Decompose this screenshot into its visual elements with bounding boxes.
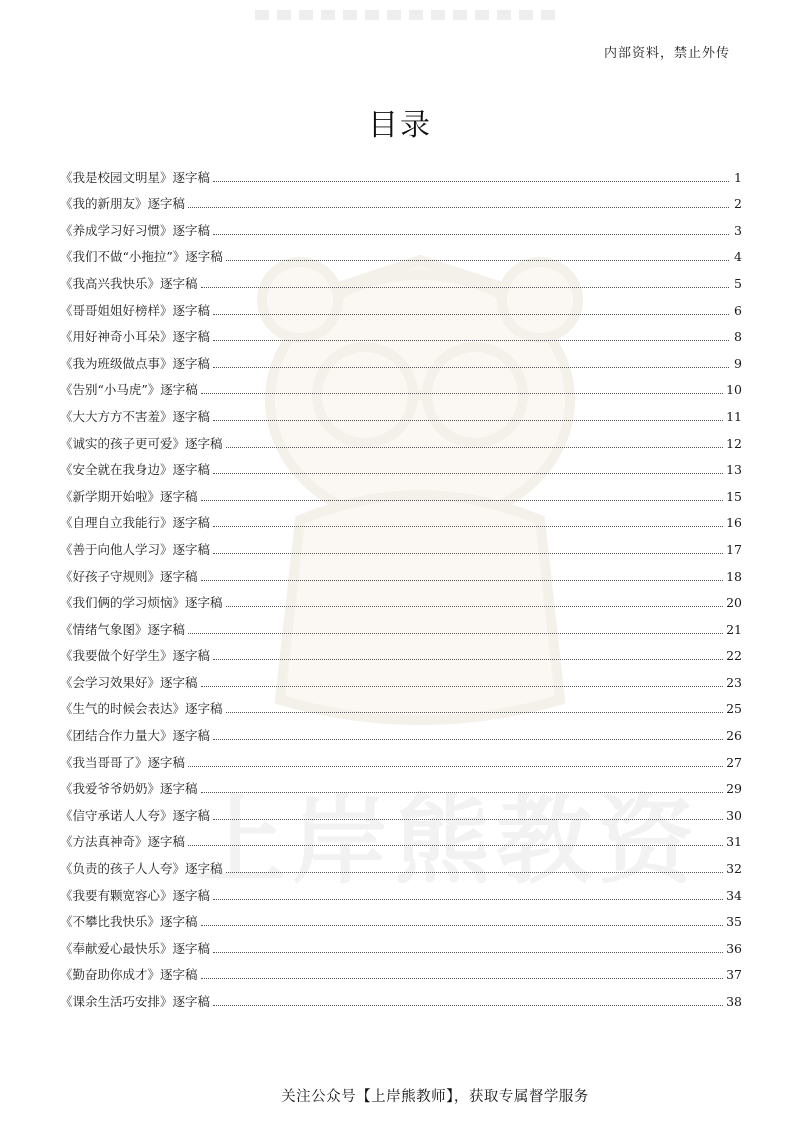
- toc-entry-page-number: 6: [734, 302, 742, 318]
- toc-entry-title: 《勤奋助你成才》逐字稿: [60, 967, 198, 983]
- toc-entry-page-number: 36: [726, 940, 742, 956]
- toc-entry[interactable]: [60, 452, 742, 479]
- toc-entry[interactable]: [60, 239, 742, 266]
- toc-entry-title: 《诚实的孩子更可爱》逐字稿: [60, 435, 223, 451]
- footer-promo: 关注公众号【上岸熊教师】，获取专属督学服务: [281, 1089, 589, 1105]
- toc-entry-page-number: 29: [726, 781, 742, 797]
- toc-entry-title: 《课余生活巧安排》逐字稿: [60, 994, 211, 1009]
- toc-dot-leader: [188, 633, 723, 634]
- toc-entry-title: 《养成学习好习惯》逐字稿: [60, 222, 211, 238]
- toc-entry-title: 《不攀比我快乐》逐字稿: [60, 914, 198, 930]
- toc-dot-leader: [201, 393, 723, 394]
- toc-entry-page-number: 8: [734, 329, 742, 345]
- toc-entry[interactable]: [60, 478, 742, 505]
- toc-dot-leader: [188, 845, 723, 846]
- toc-entry-title: 《我高兴我快乐》逐字稿: [60, 275, 198, 291]
- toc-entry-title: 《我要做个好学生》逐字稿: [60, 648, 211, 664]
- toc-entry-title: 《我为班级做点事》逐字稿: [60, 355, 211, 371]
- toc-entry-page-number: 11: [726, 408, 742, 424]
- toc-entry[interactable]: [60, 425, 742, 452]
- toc-entry-title: 《我的新朋友》逐字稿: [60, 196, 186, 212]
- toc-dot-leader: [226, 260, 729, 261]
- toc-entry-title: 《大大方方不害羞》逐字稿: [60, 408, 211, 424]
- toc-entry[interactable]: [60, 159, 742, 186]
- toc-entry[interactable]: [60, 398, 742, 425]
- toc-entry[interactable]: [60, 744, 742, 771]
- toc-entry-title: 《安全就在我身边》逐字稿: [60, 462, 211, 478]
- toc-entry-page-number: 22: [726, 648, 742, 664]
- toc-entry-title: 《新学期开始啦》逐字稿: [60, 488, 198, 504]
- toc-entry[interactable]: [60, 585, 742, 612]
- toc-entry-page-number: 31: [726, 834, 742, 850]
- toc-entry-page-number: 16: [726, 515, 742, 531]
- toc-entry-page-number: 13: [726, 462, 742, 478]
- toc-entry[interactable]: [60, 638, 742, 665]
- toc-entry-title: 《自理自立我能行》逐字稿: [60, 515, 211, 531]
- toc-dot-leader: [213, 473, 723, 474]
- toc-entry-page-number: 15: [726, 488, 742, 504]
- toc-dot-leader: [213, 420, 723, 421]
- toc-dot-leader: [188, 766, 723, 767]
- toc-entry-page-number: 38: [726, 994, 742, 1009]
- toc-entry[interactable]: [60, 824, 742, 851]
- toc-dot-leader: [213, 367, 729, 368]
- toc-entry-title: 《我当哥哥了》逐字稿: [60, 754, 186, 770]
- toc-entry-page-number: 26: [726, 728, 742, 744]
- toc-entry-title: 《好孩子守规则》逐字稿: [60, 568, 198, 584]
- toc-dot-leader: [201, 500, 724, 501]
- table-of-contents: [60, 159, 742, 1010]
- toc-entry-title: 《方法真神奇》逐字稿: [60, 834, 186, 850]
- toc-dot-leader: [188, 207, 729, 208]
- toc-entry[interactable]: [60, 186, 742, 213]
- header-faint-text: [255, 10, 555, 20]
- toc-entry[interactable]: [60, 850, 742, 877]
- toc-entry-title: 《哥哥姐姐好榜样》逐字稿: [60, 302, 211, 318]
- toc-entry[interactable]: [60, 957, 742, 984]
- toc-entry-page-number: 37: [726, 967, 742, 983]
- toc-entry-title: 《我爱爷爷奶奶》逐字稿: [60, 781, 198, 797]
- toc-entry-title: 《生气的时候会表达》逐字稿: [60, 701, 223, 717]
- toc-dot-leader: [201, 686, 724, 687]
- toc-entry[interactable]: [60, 531, 742, 558]
- watermark-brand-text: 上岸熊教资: [190, 785, 700, 897]
- toc-dot-leader: [213, 234, 729, 235]
- toc-entry[interactable]: [60, 345, 742, 372]
- toc-entry[interactable]: [60, 983, 742, 1010]
- toc-entry-page-number: 3: [734, 222, 742, 238]
- toc-entry-page-number: 1: [734, 169, 742, 185]
- toc-dot-leader: [201, 792, 724, 793]
- toc-dot-leader: [213, 819, 723, 820]
- toc-dot-leader: [213, 340, 729, 341]
- toc-entry-page-number: 10: [726, 382, 742, 398]
- toc-entry-title: 《会学习效果好》逐字稿: [60, 674, 198, 690]
- toc-entry[interactable]: [60, 212, 742, 239]
- toc-entry-page-number: 17: [726, 541, 742, 557]
- toc-entry[interactable]: [60, 797, 742, 824]
- toc-dot-leader: [201, 978, 724, 979]
- toc-entry[interactable]: [60, 372, 742, 399]
- toc-entry[interactable]: [60, 904, 742, 931]
- toc-entry-title: 《告别“小马虎”》逐字稿: [60, 382, 198, 398]
- toc-entry-title: 《负责的孩子人人夸》逐字稿: [60, 861, 223, 877]
- toc-entry-title: 《善于向他人学习》逐字稿: [60, 541, 211, 557]
- toc-entry-page-number: 23: [726, 674, 742, 690]
- toc-entry-page-number: 4: [734, 249, 742, 265]
- toc-entry[interactable]: [60, 265, 742, 292]
- toc-entry-page-number: 5: [734, 275, 742, 291]
- toc-entry[interactable]: [60, 877, 742, 904]
- toc-dot-leader: [213, 899, 723, 900]
- toc-entry-page-number: 34: [726, 887, 742, 903]
- toc-dot-leader: [201, 925, 724, 926]
- confidential-notice: 内部资料，禁止外传: [603, 46, 730, 61]
- toc-entry[interactable]: [60, 505, 742, 532]
- toc-entry-title: 《团结合作力量大》逐字稿: [60, 728, 211, 744]
- toc-entry[interactable]: [60, 664, 742, 691]
- toc-entry[interactable]: [60, 292, 742, 319]
- toc-entry[interactable]: [60, 930, 742, 957]
- toc-dot-leader: [213, 952, 723, 953]
- toc-entry[interactable]: [60, 319, 742, 346]
- toc-entry-page-number: 12: [726, 435, 742, 451]
- toc-entry[interactable]: [60, 691, 742, 718]
- toc-entry-page-number: 25: [726, 701, 742, 717]
- toc-dot-leader: [226, 447, 724, 448]
- page-title: 目录: [368, 108, 432, 143]
- toc-dot-leader: [226, 712, 724, 713]
- toc-entry-title: 《我们不做“小拖拉”》逐字稿: [60, 249, 223, 265]
- toc-dot-leader: [213, 739, 723, 740]
- toc-dot-leader: [213, 1005, 723, 1006]
- toc-entry-page-number: 2: [734, 196, 742, 212]
- toc-entry-page-number: 20: [726, 595, 742, 611]
- toc-entry[interactable]: [60, 611, 742, 638]
- toc-entry-title: 《我们俩的学习烦恼》逐字稿: [60, 595, 223, 611]
- toc-dot-leader: [201, 287, 729, 288]
- toc-entry-page-number: 30: [726, 807, 742, 823]
- toc-dot-leader: [226, 872, 724, 873]
- toc-entry[interactable]: [60, 771, 742, 798]
- toc-entry-title: 《奉献爱心最快乐》逐字稿: [60, 940, 211, 956]
- toc-entry-page-number: 18: [726, 568, 742, 584]
- toc-entry-page-number: 9: [734, 355, 742, 371]
- toc-entry-page-number: 32: [726, 861, 742, 877]
- toc-entry-title: 《信守承诺人人夸》逐字稿: [60, 807, 211, 823]
- toc-entry-page-number: 21: [726, 621, 742, 637]
- toc-entry-title: 《用好神奇小耳朵》逐字稿: [60, 329, 211, 345]
- toc-entry[interactable]: [60, 717, 742, 744]
- toc-dot-leader: [213, 659, 723, 660]
- toc-dot-leader: [213, 314, 729, 315]
- toc-entry[interactable]: [60, 558, 742, 585]
- toc-dot-leader: [213, 553, 723, 554]
- toc-dot-leader: [226, 606, 724, 607]
- toc-entry-page-number: 27: [726, 754, 742, 770]
- toc-dot-leader: [201, 580, 724, 581]
- toc-entry-title: 《情绪气象图》逐字稿: [60, 621, 186, 637]
- toc-entry-page-number: 35: [726, 914, 742, 930]
- toc-dot-leader: [213, 526, 723, 527]
- toc-entry-title: 《我要有颗宽容心》逐字稿: [60, 887, 211, 903]
- toc-dot-leader: [213, 181, 729, 182]
- toc-entry-title: 《我是校园文明星》逐字稿: [60, 169, 211, 185]
